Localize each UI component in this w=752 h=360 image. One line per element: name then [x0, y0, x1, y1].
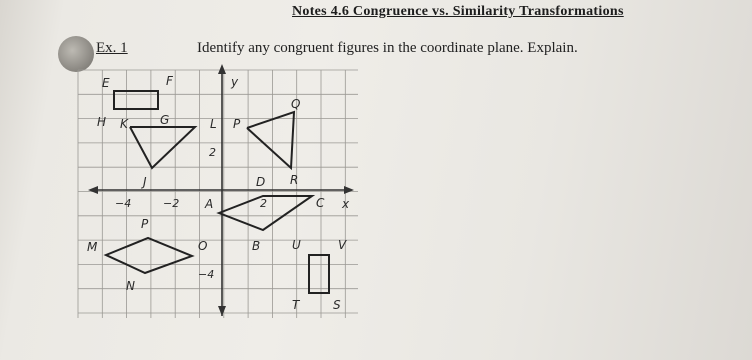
tick-label-x-neg2: −2	[163, 197, 180, 210]
point-label-h: H	[97, 115, 107, 129]
point-label-p-top: P	[233, 117, 241, 131]
y-axis-arrow-down	[218, 306, 226, 316]
triangle-pqr	[247, 112, 294, 168]
grid-lines	[78, 70, 358, 318]
point-label-u: U	[292, 238, 301, 252]
x-axis-arrow-left	[88, 186, 98, 194]
example-instruction: Identify any congruent figures in the coordinate plane. Explain.	[197, 40, 578, 56]
x-axis-label: x	[342, 197, 350, 211]
point-label-p-left: P	[141, 217, 149, 231]
point-label-v: V	[338, 238, 347, 252]
point-label-c: C	[316, 196, 325, 210]
y-axis-label: y	[231, 75, 239, 89]
y-axis-arrow-up	[218, 64, 226, 74]
point-label-j: J	[143, 175, 147, 189]
point-label-g: G	[160, 113, 170, 127]
point-label-a: A	[205, 197, 214, 211]
triangle-kgj	[130, 127, 195, 168]
tick-label-x-neg4: −4	[115, 197, 132, 210]
point-label-d: D	[256, 175, 266, 189]
tick-label-y-neg4: −4	[198, 268, 215, 281]
point-label-r: R	[290, 173, 299, 187]
point-label-q: Q	[291, 97, 301, 111]
page-title: Notes 4.6 Congruence vs. Similarity Transformations	[292, 4, 624, 19]
tick-label-y-2: 2	[209, 146, 216, 159]
point-label-e: E	[102, 76, 110, 90]
x-axis-arrow-right	[344, 186, 354, 194]
point-label-o: O	[198, 239, 208, 253]
rectangle-efhg	[114, 91, 158, 109]
point-label-f: F	[166, 74, 173, 88]
point-label-l: L	[210, 117, 217, 131]
point-label-b: B	[252, 239, 261, 253]
parallelogram-mpon	[106, 238, 192, 273]
tick-label-x-2: 2	[260, 197, 267, 210]
point-label-n: N	[126, 279, 135, 293]
point-label-s: S	[333, 298, 341, 312]
point-label-k: K	[120, 117, 128, 131]
point-label-m: M	[87, 240, 98, 254]
rectangle-uvst	[309, 255, 329, 293]
example-label: Ex. 1	[96, 40, 128, 56]
point-label-t: T	[292, 298, 300, 312]
